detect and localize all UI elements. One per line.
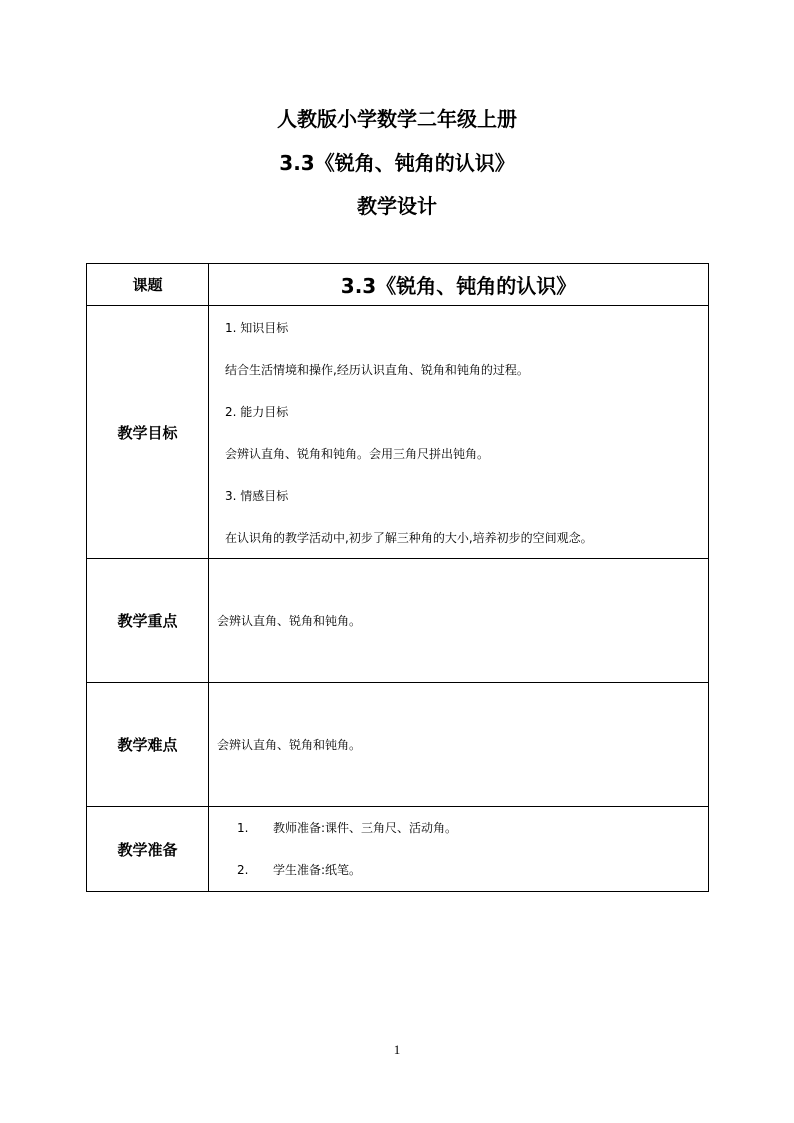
- document-subtitle: 教学设计: [357, 194, 437, 218]
- key-points-value: 会辨认直角、锐角和钝角。: [209, 559, 709, 683]
- difficulties-label: 教学难点: [87, 683, 209, 807]
- goal-heading-ability: 2. 能力目标: [225, 405, 289, 419]
- goal-text-emotion: 在认识角的教学活动中,初步了解三种角的大小,培养初步的空间观念。: [225, 531, 593, 545]
- topic-label: 课题: [87, 264, 209, 306]
- list-text: 教师准备:课件、三角尺、活动角。: [273, 821, 458, 835]
- page-number: 1: [393, 1042, 401, 1057]
- goal-heading-knowledge: 1. 知识目标: [225, 321, 289, 335]
- table-row-preparation: [87, 807, 709, 892]
- list-text: 学生准备:纸笔。: [273, 863, 362, 877]
- table-row-key-points: [87, 559, 709, 683]
- difficulties-value: 会辨认直角、锐角和钝角。: [209, 683, 709, 807]
- lesson-title: 3.3《锐角、钝角的认识》: [279, 151, 515, 175]
- list-number: 1.: [237, 821, 249, 835]
- key-points-label: 教学重点: [87, 559, 209, 683]
- preparation-content: [209, 807, 709, 892]
- goals-label: 教学目标: [87, 306, 209, 559]
- goal-heading-emotion: 3. 情感目标: [225, 489, 289, 503]
- list-number: 2.: [237, 863, 249, 877]
- table-row-goals: [87, 306, 709, 559]
- list-item: [237, 807, 708, 849]
- preparation-label: 教学准备: [87, 807, 209, 892]
- lesson-plan-table: [86, 263, 709, 892]
- goal-text-ability: 会辨认直角、锐角和钝角。会用三角尺拼出钝角。: [225, 447, 490, 461]
- topic-value: 3.3《锐角、钝角的认识》: [209, 264, 709, 306]
- list-item: [237, 849, 708, 891]
- table-row-difficulties: [87, 683, 709, 807]
- table-row-topic: [87, 264, 709, 306]
- goals-content: [209, 306, 709, 559]
- document-title: 人教版小学数学二年级上册: [277, 107, 517, 131]
- goal-text-knowledge: 结合生活情境和操作,经历认识直角、锐角和钝角的过程。: [225, 363, 529, 377]
